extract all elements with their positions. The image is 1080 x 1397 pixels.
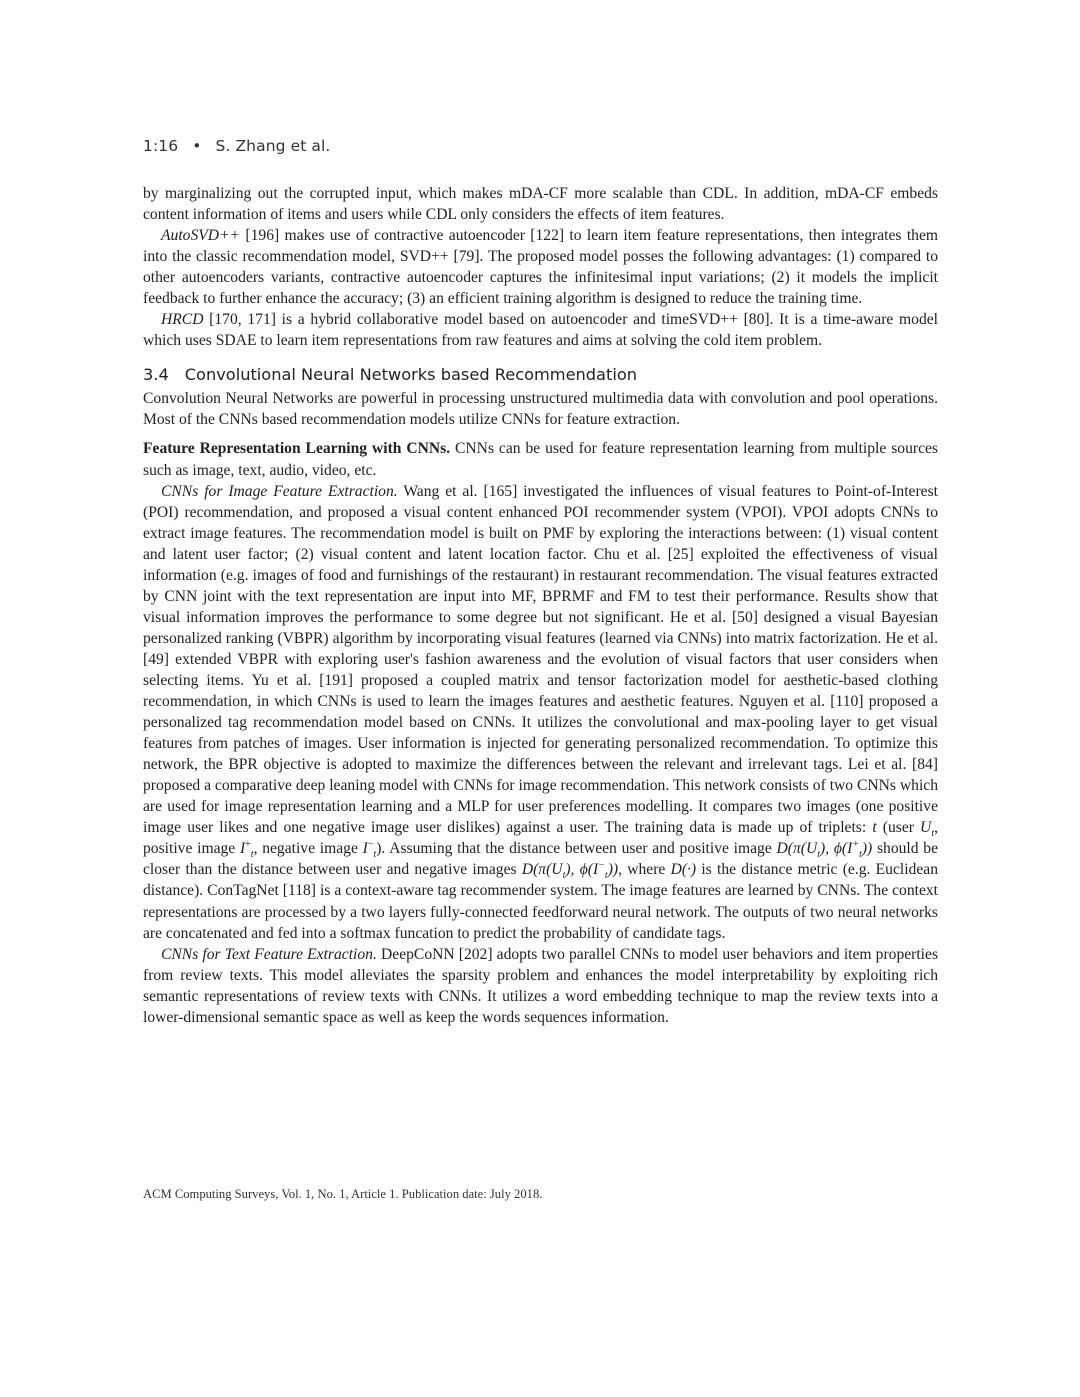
body-text (143, 183, 938, 1028)
autosvd-text: [196] makes use of contractive autoencoder [122] to learn item feature representations, then integrates them into the classic recommendation model, SVD++ [79]. The proposed model posses the following advantages: (1) compared to other autoencoders variants, contractive autoencoder captures the infinitesimal input variations; (2) it models the implicit feedback to further enhance the accuracy; (3) an efficient training algorithm is designed to reduce the training time. (143, 227, 938, 308)
image-features-text-d: , negative image (253, 840, 363, 858)
math-sub-t-3: t (373, 849, 377, 861)
text-features-lead: CNNs for Text Feature Extraction. (161, 945, 377, 963)
math-d2-c: )) (607, 861, 619, 879)
math-sup-minus: − (367, 839, 374, 851)
paragraph-hrcd (143, 309, 938, 351)
math-sub-t-2: t (250, 849, 254, 861)
math-d1-c: )) (861, 840, 873, 858)
cnn-intro-text: Convolution Neural Networks are powerful in processing unstructured multimedia data with convolution and pool operations. Most of the CNNs based recommendation models utilize CNNs for feature extraction. (143, 390, 938, 429)
header-bullet: • (192, 137, 202, 155)
image-features-text-a: Wang et al. [165] investigated the influences of visual features to Point-of-Interest (POI) recommendation, and proposed a visual content enhanced POI recommender system (VPOI). VPOI adopts CNNs to extract image features. The recommendation model is built on PMF by exploring the interactions between: (1) visual content and latent user factor; (2) visual content and latent location factor. Chu et al. [25] exploited the effectiveness of visual information (e.g. images of food and furnishings of the restaurant) in restaurant recommendation. The visual features extracted by CNN joint with the text representation are input into MF, BPRMF and FM to test their performance. Results show that visual information improves the performance to some degree but not significant. He et al. [50] designed a visual Bayesian personalized ranking (VBPR) algorithm by incorporating visual features (learned via CNNs) into matrix factorization. He et al. [49] extended VBPR with exploring user's fashion awareness and the evolution of visual factors that user considers when selecting items. Yu et al. [191] proposed a coupled matrix and tensor factorization model for aesthetic-based clothing recommendation, in which CNNs is used to learn the images features and aesthetic features. Nguyen et al. [110] proposed a personalized tag recommendation model based on CNNs. It utilizes the convolutional and max-pooling layer to get visual features from patches of images. User information is injected for generating personalized recommendation. To optimize this network, the BPR objective is adopted to maximize the differences between the relevant and irrelevant tags. Lei et al. [84] proposed a comparative deep leaning model with CNNs for image recommendation. This network consists of two CNNs which are used for image representation learning and a MLP for user preferences modelling. It compares two images (one positive image user likes and one negative image user dislikes) against a user. The training data is made up of triplets: (143, 482, 938, 837)
math-distance-positive (776, 839, 873, 861)
math-d1-a: D(π(U (776, 840, 818, 858)
image-features-lead: CNNs for Image Feature Extraction. (161, 482, 398, 500)
math-d1-sup: + (852, 839, 860, 851)
image-features-text-f: should be closer than the distance between user and negative images (143, 840, 939, 879)
math-distance-metric: D(·) (670, 861, 697, 879)
section-heading (143, 365, 938, 384)
page-number: 1:16 (143, 137, 179, 155)
math-sup-plus: + (245, 839, 251, 851)
math-I-minus: I (362, 840, 368, 858)
math-distance-negative (521, 860, 619, 882)
math-d1-sub-2: t (859, 849, 862, 861)
header-authors: S. Zhang et al. (215, 137, 331, 155)
text-features-text: DeepCoNN [202] adopts two parallel CNNs to model user behaviors and item properties from review texts. This model alleviates the sparsity problem and enhances the model interpretability by exploiting rich semantic representations of review texts with CNNs. It utilizes a word embedding technique to map the review texts into a lower-dimensional semantic space as well as keep the words sequences information. (143, 945, 939, 1026)
math-sub-t: t (931, 828, 935, 840)
paragraph-autosvd (143, 225, 938, 309)
paragraph-1-text: by marginalizing out the corrupted input, which makes mDA-CF more scalable than CDL. In addition, mDA-CF embeds content information of items and users while CDL only considers the effects of item features. (143, 185, 938, 224)
math-d2-b: ), ϕ(I (565, 861, 599, 879)
paragraph-cnn-intro (143, 388, 938, 430)
hrcd-lead: HRCD (161, 311, 204, 329)
image-features-text-c: , positive image (143, 819, 938, 858)
page-footer: ACM Computing Surveys, Vol. 1, No. 1, Article 1. Publication date: July 2018. (143, 1187, 543, 1201)
image-features-text-g: , where (618, 861, 671, 879)
math-d2-a: D(π(U (521, 861, 563, 879)
math-d1-sub: t (817, 849, 821, 861)
image-features-text-e: ). Assuming that the distance between user and positive image (376, 840, 777, 858)
math-d2-sup: − (598, 860, 605, 872)
math-d2-sub: t (562, 870, 566, 882)
section-number: 3.4 (143, 365, 169, 385)
paragraph-image-features (143, 481, 938, 944)
math-d2-sub-2: t (604, 870, 608, 882)
hrcd-text: [170, 171] is a hybrid collaborative model based on autoencoder and timeSVD++ [80]. It is a time-aware model which uses SDAE to learn item representations from raw features and aims at solving the cold item problem. (143, 311, 938, 350)
image-features-text-b: (user (876, 819, 921, 837)
math-d1-b: ), ϕ(I (820, 840, 853, 858)
running-head (143, 137, 330, 155)
paragraph-1 (143, 183, 938, 225)
math-U: U (920, 819, 932, 837)
paragraph-feature-learning (143, 438, 938, 480)
math-t: t (872, 819, 877, 837)
image-features-text-h: is the distance metric (e.g. Euclidean distance). ConTagNet [118] is a context-aware tag recommender system. The image features are learned by CNNs. The context representations are processed by a two layers fully-connected feedforward neural network. The outputs of two neural networks are concatenated and fed into a softmax funcation to predict the probability of candidate tags. (143, 861, 938, 942)
section-title: Convolutional Neural Networks based Recommendation (184, 365, 637, 385)
feature-learning-text: CNNs can be used for feature representation learning from multiple sources such as image, text, audio, video, etc. (143, 440, 938, 479)
autosvd-lead: AutoSVD++ (161, 227, 241, 245)
feature-learning-lead: Feature Representation Learning with CNNs. (143, 440, 451, 458)
math-I-plus: I (239, 840, 246, 858)
paragraph-text-features (143, 944, 938, 1028)
